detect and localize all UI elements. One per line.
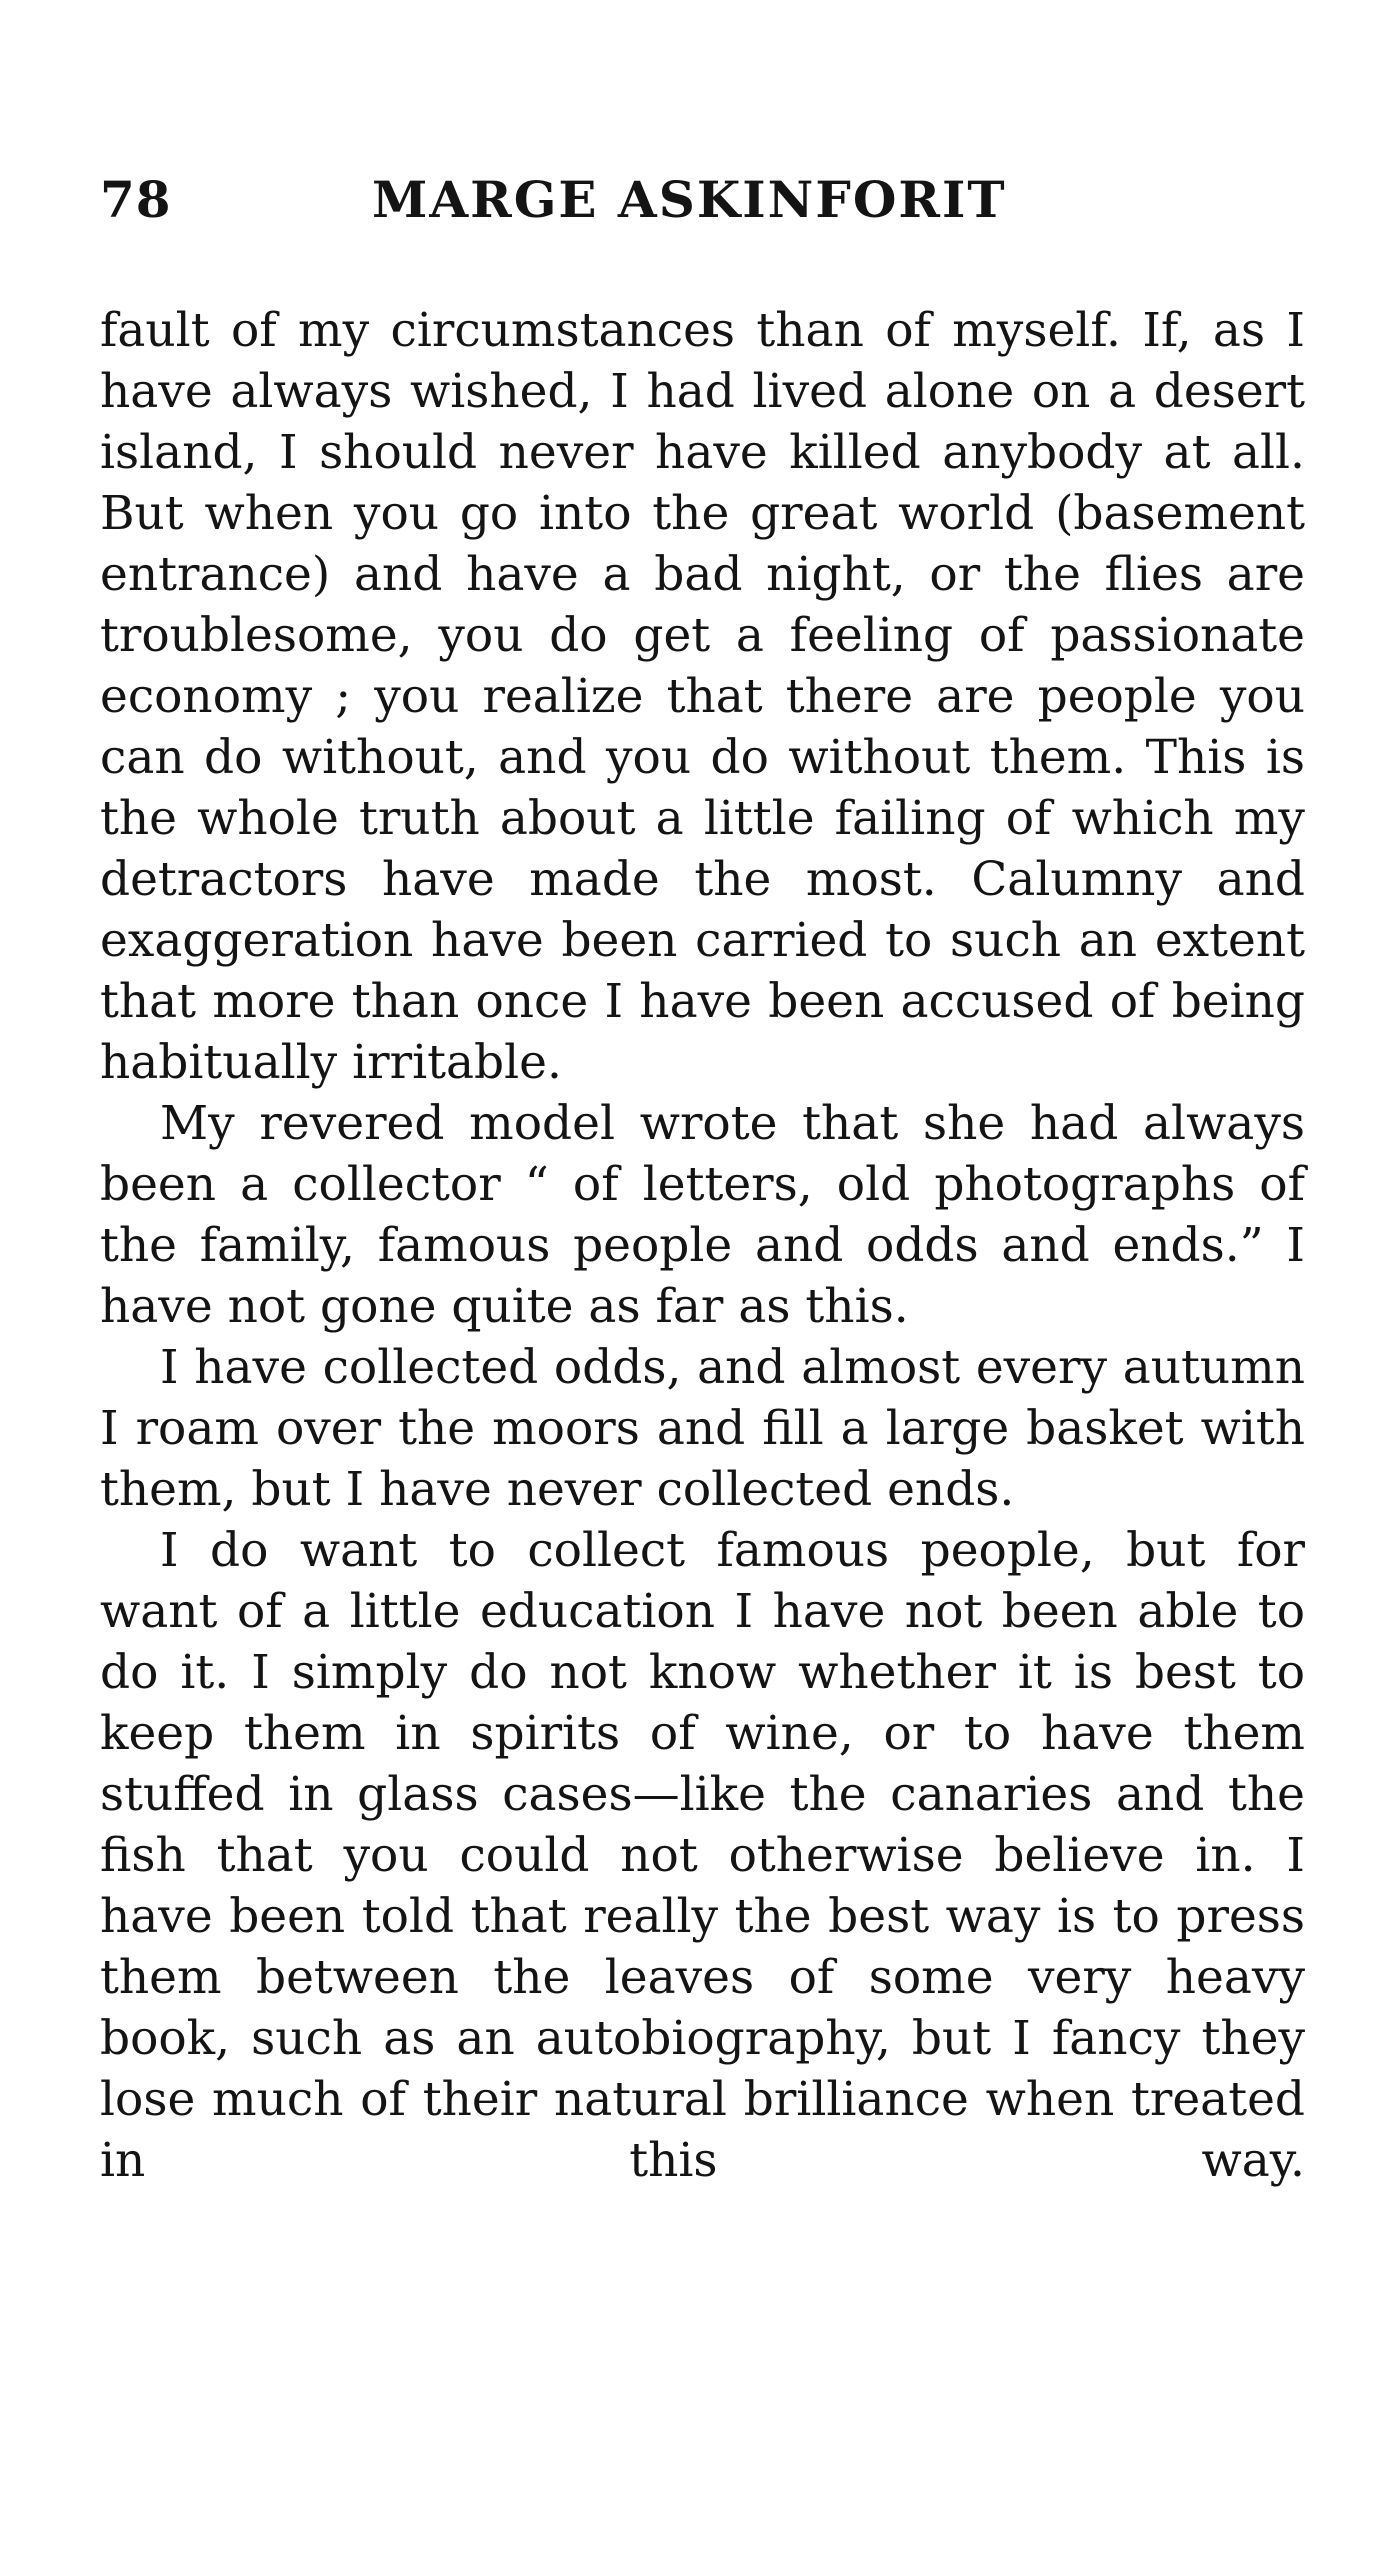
page-number: 78 <box>100 170 172 229</box>
running-title: MARGE ASKINFORIT <box>372 170 1007 229</box>
paragraph: My revered model wrote that she had always been a collector “ of letters, old photographs of the family, famous people and odds and ends.” I have not gone quite as far as this. <box>100 1096 1305 1334</box>
running-head <box>100 160 1310 240</box>
body-text <box>100 300 1305 2191</box>
paragraph: I do want to collect famous people, but for want of a little education I have not been able to do it. I simply do not know whether it is best to keep them in spirits of wine, or to have them stuffed in glass cases—like the canaries and the fish that you could not otherwise believe in. I have been told that really the best way is to press them between the leaves of some very heavy book, such as an autobiography, but I fancy they lose much of their natural brilliance when treated in this way. <box>100 1523 1305 2188</box>
paragraph-continued: fault of my circumstances than of myself. If, as I have always wished, I had lived alone on a desert island, I should never have killed anybody at all. But when you go into the great world (basement entrance) and have a bad night, or the flies are troublesome, you do get a feeling of passionate economy ; you realize that there are people you can do without, and you do without them. This is the whole truth about a little failing of which my detractors have made the most. Calumny and exaggeration have been carried to such an extent that more than once I have been accused of being habitually irritable. <box>100 303 1305 1090</box>
paragraph: I have collected odds, and almost every autumn I roam over the moors and fill a large basket with them, but I have never collected ends. <box>100 1340 1305 1517</box>
